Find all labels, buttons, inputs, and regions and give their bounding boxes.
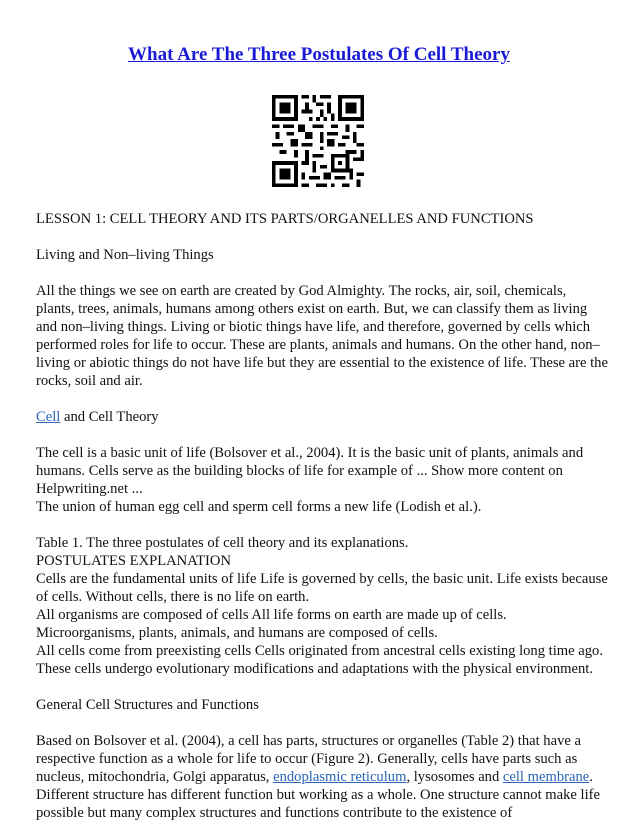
table-header: POSTULATES EXPLANATION — [36, 553, 231, 569]
table-row: Cells are the fundamental units of life Life is governed by cells, the basic unit. Life exists because of cells. Without cells, there is no life on earth. — [36, 571, 608, 605]
endoplasmic-reticulum-link[interactable]: endoplasmic reticulum — [273, 769, 407, 785]
lesson-heading: LESSON 1: CELL THEORY AND ITS PARTS/ORGANELLES AND FUNCTIONS — [36, 211, 534, 227]
general-text-3: . Different structure has different function but working as a whole. One structure cannot make life possible but many complex structures and functions contribute to the existence of — [36, 769, 600, 821]
cell-paragraph: The cell is a basic unit of life (Bolsover et al., 2004). It is the basic unit of plants, animals and humans. Cells serve as the building blocks of life for example of ... Show more content on Helpwriting.net ... — [36, 445, 584, 497]
cell-heading — [36, 408, 608, 426]
table-caption: Table 1. The three postulates of cell theory and its explanations. — [36, 535, 409, 551]
table-row: All cells come from preexisting cells Cells originated from ancestral cells existing long time ago. These cells undergo evolutionary modifications and adaptations with the physical environment. — [36, 643, 603, 677]
table-row: All organisms are composed of cells All life forms on earth are made up of cells. Microorganisms, plants, animals, and humans are composed of cells. — [36, 607, 507, 641]
general-text-1: Based on Bolsover et al. (2004), a cell has parts, structures or organelles (Table 2) that have a respective function as a whole for life to occur (Figure 2). Generally, cells have parts such as nucleus, mitochondria, Golgi apparatus, — [36, 733, 581, 785]
title-link[interactable]: What Are The Three Postulates Of Cell Theory — [128, 44, 510, 65]
cell-union-paragraph: The union of human egg cell and sperm cell forms a new life (Lodish et al.). — [36, 499, 482, 515]
cell-link[interactable]: Cell — [36, 409, 61, 425]
general-text-2: , lysosomes and — [406, 769, 503, 785]
qr-code-icon — [272, 95, 364, 187]
document-body — [36, 210, 608, 840]
general-heading: General Cell Structures and Functions — [36, 697, 259, 713]
page-title — [0, 44, 638, 66]
living-heading: Living and Non–living Things — [36, 247, 214, 263]
general-paragraph — [36, 732, 608, 822]
cell-membrane-link[interactable]: cell membrane — [502, 769, 590, 785]
cell-heading-text: and Cell Theory — [60, 409, 159, 425]
living-paragraph: All the things we see on earth are created by God Almighty. The rocks, air, soil, chemicals, plants, trees, animals, humans among others exist on earth. But, we can classify them as living and non–living things. Living or biotic things have life, and therefore, governed by cells which performed roles for life to occur. These are plants, animals and humans. On the other hand, non–living or abiotic things do not have life but they are essential to the existence of life. These are the rocks, soil and air. — [36, 283, 608, 389]
